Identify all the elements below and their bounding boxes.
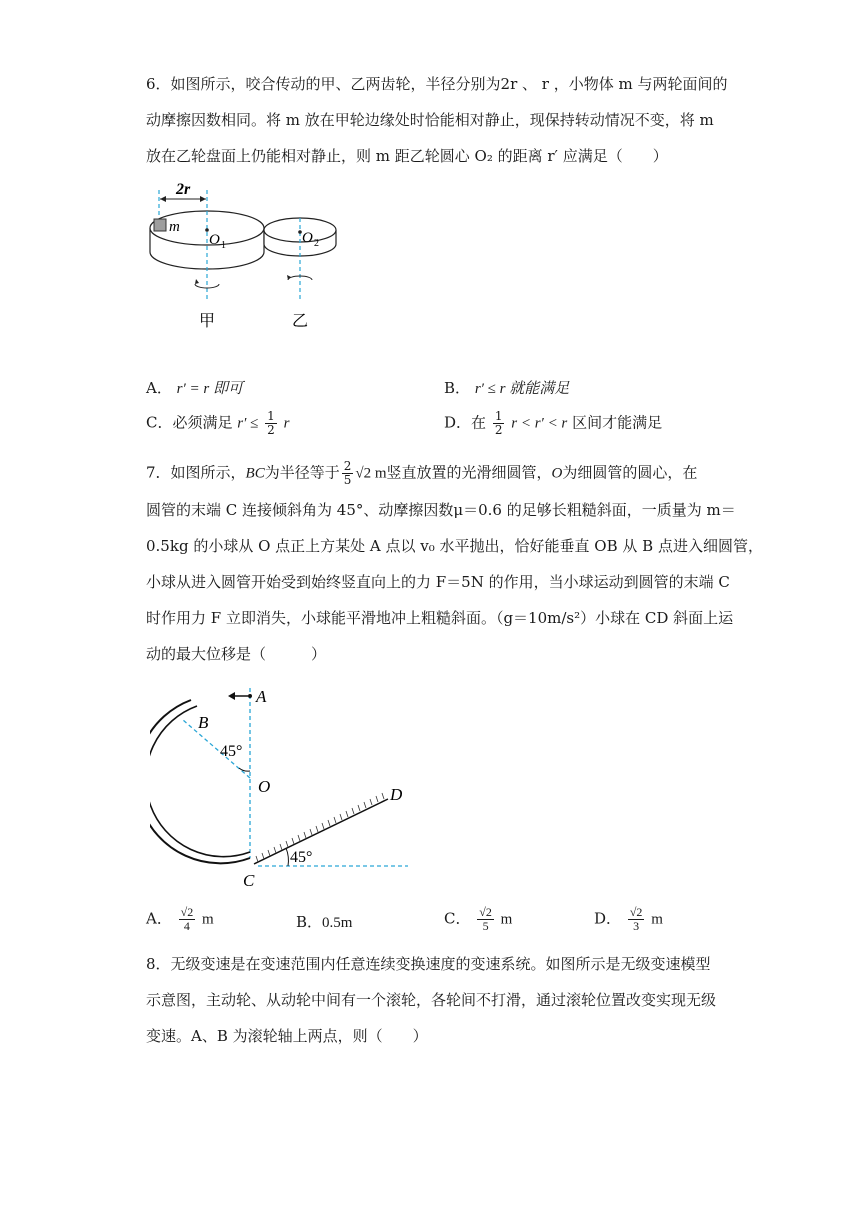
o1-sub: 1 xyxy=(221,240,226,251)
q6-option-b xyxy=(444,378,569,399)
option-b-text: r′ ≤ r 就能满足 xyxy=(474,381,570,397)
angle-arc-top xyxy=(239,768,250,771)
incline-hatch xyxy=(256,793,384,862)
incline xyxy=(254,799,388,864)
mass-label: m xyxy=(169,219,180,235)
option-b-label: B． xyxy=(444,379,471,397)
q7-line-2: 圆管的末端 C 连接倾斜角为 45°、动摩擦因数μ＝0.6 的足够长粗糙斜面，一质量为 m＝ xyxy=(146,501,736,519)
label-yi: 乙 xyxy=(292,313,309,330)
label-o: O xyxy=(258,777,271,796)
label-c: C xyxy=(243,871,255,890)
option-c-label: C．必须满足 xyxy=(146,413,233,432)
q7-option-c-fraction: $\frac{√2}{5}$ xyxy=(479,905,492,933)
q8-line-2: 示意图，主动轮、从动轮中间有一个滚轮，各轮间不打滑，通过滚轮位置改变实现无级 xyxy=(146,991,717,1009)
q7-option-d-fraction: $\frac{√2}{3}$ xyxy=(629,905,643,933)
o2-sub: 2 xyxy=(314,238,319,249)
q7-option-c: C． $\frac{√2}{5}$ m xyxy=(444,905,513,933)
q6-line-3: 放在乙轮盘面上仍能相对静止，则 m 距乙轮圆心 O₂ 的距离 r′ 应满足（ ） xyxy=(146,147,668,165)
q7-line-3: 0.5kg 的小球从 O 点正上方某处 A 点以 v₀ 水平抛出，恰好能垂直 OB 从 B 点进入细圆管， xyxy=(146,537,763,555)
angle-top-label: 45° xyxy=(220,743,243,760)
q7-line-6: 动的最大位移是（ ） xyxy=(146,645,327,663)
q7-line-4: 小球从进入圆管开始受到始终竖直向上的力 F＝5N 的作用，当小球运动到圆管的末端 C xyxy=(146,573,730,591)
option-a-text: r′ = r 即可 xyxy=(176,381,243,397)
point-a xyxy=(248,694,252,698)
option-d-tail: 区间才能满足 xyxy=(572,413,663,432)
option-c-fraction: $\frac{1}{2}$ xyxy=(267,409,275,437)
option-d-math: r < r′ < r xyxy=(511,415,568,432)
label-b: B xyxy=(198,713,209,732)
q7-line-5: 时作用力 F 立即消失，小球能平滑地冲上粗糙斜面。（g＝10m/s²）小球在 CD 斜面上运 xyxy=(146,609,734,627)
option-c-math: r′ ≤ xyxy=(237,415,259,432)
label-d: D xyxy=(390,785,403,804)
q7-option-a-fraction: $\frac{√2}{4}$ xyxy=(180,905,194,933)
q6-line-2: 动摩擦因数相同。将 m 放在甲轮边缘处时恰能相对静止，现保持转动情况不变，将 m xyxy=(146,111,714,129)
q6-line-1: 6．如图所示，咬合传动的甲、乙两齿轮，半径分别为2r 、 r ，小物体 m 与两轮面间的 xyxy=(146,75,728,93)
label-jia: 甲 xyxy=(199,313,216,330)
q6-option-c xyxy=(146,410,289,437)
q7-option-a: A． $\frac{√2}{4}$ m xyxy=(146,905,214,933)
mass-block xyxy=(154,219,166,231)
option-d-label: D．在 xyxy=(444,413,487,432)
q6-option-a xyxy=(146,378,243,399)
o1-label: O xyxy=(209,232,220,248)
angle-bottom-label: 45° xyxy=(290,849,313,866)
angle-arc-bottom xyxy=(286,848,288,866)
option-a-label: A． xyxy=(146,379,172,397)
option-c-tail: r xyxy=(283,415,290,432)
dim-label: 2r xyxy=(176,181,191,198)
q6-gear-figure xyxy=(140,180,370,330)
q7-tube-figure xyxy=(150,680,420,895)
q8-line-1: 8．无级变速是在变速范围内任意连续变换速度的变速系统。如图所示是无级变速模型 xyxy=(146,955,711,973)
label-a: A xyxy=(256,687,267,706)
o2-label: O xyxy=(302,230,313,246)
option-d-fraction: $\frac{1}{2}$ xyxy=(494,409,503,437)
q8-line-3: 变速。A、B 为滚轮轴上两点，则（ ） xyxy=(146,1027,428,1045)
q7-option-b: B．0.5m xyxy=(296,913,353,931)
q7-line-1: 7．如图所示，BC为半径等于 $\frac{2}{5}$ √2 m竖直放置的光滑细圆管，O为细圆管的圆心，在 xyxy=(146,459,698,487)
q6-option-d xyxy=(444,410,662,437)
q7-option-d: D． $\frac{√2}{3}$ m xyxy=(594,905,663,933)
